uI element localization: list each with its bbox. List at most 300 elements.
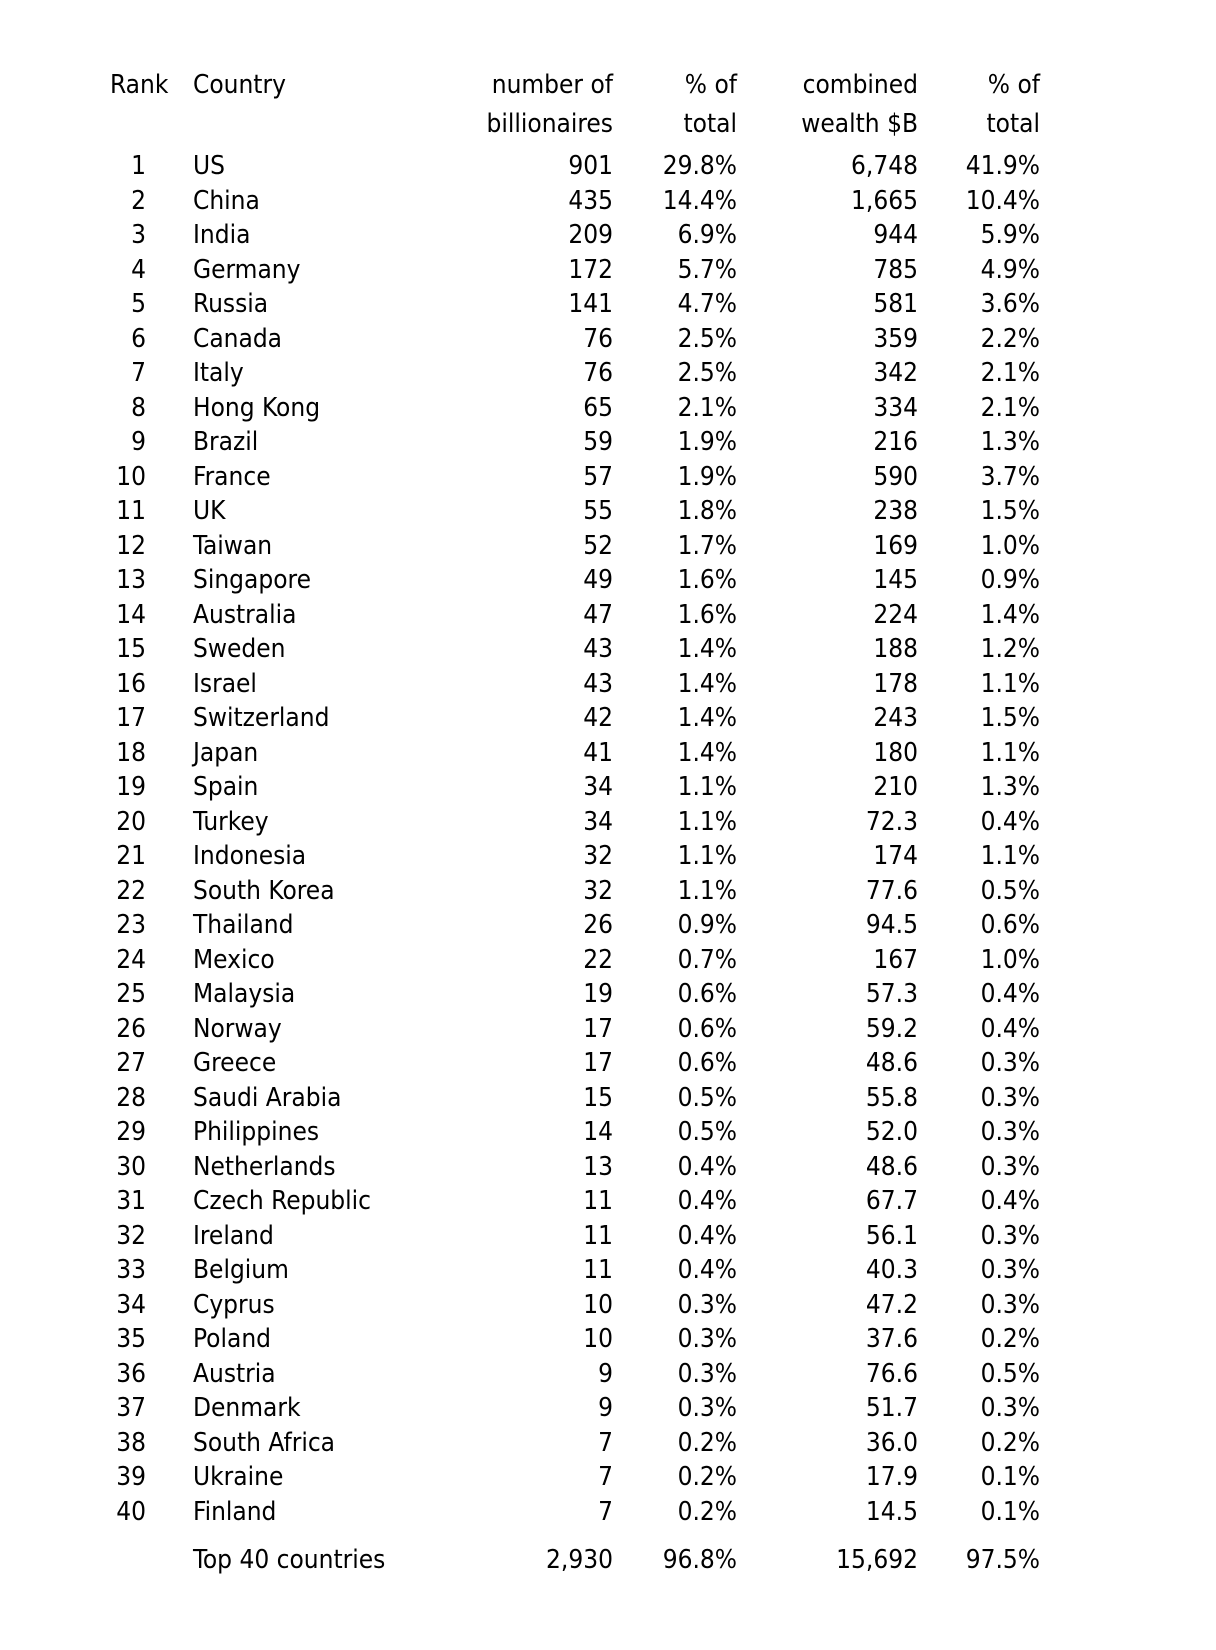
cell-billionaires: 41 — [583, 737, 613, 768]
cell-country: Spain — [193, 772, 259, 803]
cell-wealth-pct: 0.5% — [980, 1358, 1040, 1389]
cell-country: UK — [193, 496, 226, 527]
cell-country: Greece — [193, 1048, 277, 1079]
cell-billionaires-pct: 0.2% — [677, 1496, 737, 1527]
cell-billionaires-pct: 0.3% — [677, 1324, 737, 1355]
cell-country: Netherlands — [193, 1151, 336, 1182]
cell-billionaires: 13 — [583, 1151, 613, 1182]
cell-wealth: 944 — [873, 220, 918, 251]
cell-wealth-pct: 1.0% — [980, 530, 1040, 561]
cell-wealth-pct: 0.2% — [980, 1427, 1040, 1458]
cell-rank: 25 — [116, 979, 146, 1010]
cell-country: Sweden — [193, 634, 286, 665]
cell-wealth-pct: 4.9% — [980, 254, 1040, 285]
cell-country: Canada — [193, 323, 283, 354]
cell-wealth-pct: 0.3% — [980, 1151, 1040, 1182]
cell-wealth: 188 — [873, 634, 918, 665]
cell-billionaires: 49 — [583, 565, 613, 596]
cell-billionaires: 10 — [583, 1289, 613, 1320]
cell-wealth: 210 — [873, 772, 918, 803]
table-row — [79, 1460, 1040, 1495]
cell-wealth-pct: 0.3% — [980, 1220, 1040, 1251]
cell-wealth: 36.0 — [865, 1427, 918, 1458]
total-cell-rank — [79, 1543, 146, 1578]
cell-billionaires: 65 — [583, 392, 613, 423]
cell-wealth-pct: 0.4% — [980, 1013, 1040, 1044]
cell-wealth-pct: 1.3% — [980, 427, 1040, 458]
table-row — [79, 1012, 1040, 1047]
cell-wealth: 238 — [873, 496, 918, 527]
header-wealth-1: combined — [802, 69, 918, 100]
cell-billionaires-pct: 6.9% — [677, 220, 737, 251]
header-billionaires-1: number of — [491, 69, 613, 100]
cell-billionaires-pct: 1.6% — [677, 565, 737, 596]
cell-billionaires-pct: 1.7% — [677, 530, 737, 561]
table-row — [79, 494, 1040, 529]
cell-country: France — [193, 461, 271, 492]
cell-billionaires-pct: 29.8% — [662, 151, 737, 182]
cell-wealth-pct: 0.3% — [980, 1255, 1040, 1286]
cell-billionaires-pct: 1.1% — [677, 875, 737, 906]
cell-country: India — [193, 220, 251, 251]
cell-billionaires-pct: 0.4% — [677, 1255, 737, 1286]
table-footer — [79, 1529, 1040, 1578]
cell-billionaires-pct: 1.1% — [677, 772, 737, 803]
cell-rank: 8 — [131, 392, 146, 423]
cell-billionaires-pct: 0.4% — [677, 1151, 737, 1182]
cell-wealth-pct: 0.1% — [980, 1462, 1040, 1493]
cell-wealth: 17.9 — [865, 1462, 918, 1493]
cell-rank: 29 — [116, 1117, 146, 1148]
cell-rank: 6 — [131, 323, 146, 354]
table-row — [79, 1426, 1040, 1461]
table-row — [79, 322, 1040, 357]
table-row — [79, 908, 1040, 943]
cell-billionaires: 52 — [583, 530, 613, 561]
body-total-spacer — [79, 1529, 1040, 1543]
cell-rank: 23 — [116, 910, 146, 941]
cell-billionaires-pct: 0.6% — [677, 1013, 737, 1044]
header-rank-2 — [79, 104, 146, 143]
cell-country: Austria — [193, 1358, 276, 1389]
table-row — [79, 1391, 1040, 1426]
table-row — [79, 1150, 1040, 1185]
cell-billionaires-pct: 5.7% — [677, 254, 737, 285]
cell-billionaires: 9 — [598, 1358, 613, 1389]
cell-wealth: 224 — [873, 599, 918, 630]
table-row — [79, 598, 1040, 633]
cell-wealth-pct: 0.3% — [980, 1393, 1040, 1424]
cell-country: Switzerland — [193, 703, 330, 734]
cell-country: Australia — [193, 599, 297, 630]
cell-rank: 40 — [116, 1496, 146, 1527]
cell-wealth-pct: 0.3% — [980, 1289, 1040, 1320]
cell-billionaires: 43 — [583, 634, 613, 665]
cell-country: Brazil — [193, 427, 259, 458]
cell-wealth-pct: 1.5% — [980, 703, 1040, 734]
cell-country: Germany — [193, 254, 301, 285]
cell-wealth: 51.7 — [865, 1393, 918, 1424]
cell-wealth: 334 — [873, 392, 918, 423]
cell-wealth-pct: 2.1% — [980, 358, 1040, 389]
table-row — [79, 839, 1040, 874]
cell-rank: 20 — [116, 806, 146, 837]
cell-country: Ukraine — [193, 1462, 284, 1493]
cell-rank: 35 — [116, 1324, 146, 1355]
cell-billionaires: 901 — [568, 151, 613, 182]
cell-wealth-pct: 1.4% — [980, 599, 1040, 630]
cell-billionaires-pct: 0.2% — [677, 1462, 737, 1493]
table-row — [79, 943, 1040, 978]
cell-wealth-pct: 1.1% — [980, 668, 1040, 699]
cell-wealth: 77.6 — [865, 875, 918, 906]
table-row — [79, 632, 1040, 667]
total-cell-billionaires: 2,930 — [546, 1545, 613, 1576]
cell-wealth-pct: 3.7% — [980, 461, 1040, 492]
cell-billionaires: 9 — [598, 1393, 613, 1424]
cell-rank: 2 — [131, 185, 146, 216]
cell-billionaires: 34 — [583, 772, 613, 803]
cell-wealth-pct: 1.5% — [980, 496, 1040, 527]
cell-billionaires: 141 — [568, 289, 613, 320]
header-country-2 — [146, 104, 440, 143]
cell-rank: 26 — [116, 1013, 146, 1044]
table-row — [79, 1322, 1040, 1357]
header-pct-total-1b: total — [683, 108, 737, 139]
cell-country: Malaysia — [193, 979, 296, 1010]
cell-wealth-pct: 0.6% — [980, 910, 1040, 941]
cell-wealth: 785 — [873, 254, 918, 285]
cell-country: Belgium — [193, 1255, 289, 1286]
cell-billionaires-pct: 14.4% — [662, 185, 737, 216]
table-row — [79, 1495, 1040, 1530]
cell-wealth: 40.3 — [865, 1255, 918, 1286]
cell-billionaires: 435 — [568, 185, 613, 216]
cell-billionaires-pct: 2.1% — [677, 392, 737, 423]
cell-country: South Africa — [193, 1427, 336, 1458]
cell-wealth: 359 — [873, 323, 918, 354]
cell-rank: 13 — [116, 565, 146, 596]
cell-wealth-pct: 1.0% — [980, 944, 1040, 975]
cell-billionaires: 7 — [598, 1496, 613, 1527]
cell-wealth-pct: 0.1% — [980, 1496, 1040, 1527]
cell-country: South Korea — [193, 875, 335, 906]
cell-billionaires-pct: 1.4% — [677, 737, 737, 768]
cell-billionaires-pct: 0.7% — [677, 944, 737, 975]
table-row — [79, 1046, 1040, 1081]
cell-rank: 37 — [116, 1393, 146, 1424]
cell-billionaires: 59 — [583, 427, 613, 458]
table-row — [79, 356, 1040, 391]
cell-wealth: 145 — [873, 565, 918, 596]
cell-billionaires-pct: 1.4% — [677, 703, 737, 734]
cell-rank: 5 — [131, 289, 146, 320]
cell-billionaires-pct: 4.7% — [677, 289, 737, 320]
cell-country: Russia — [193, 289, 269, 320]
cell-rank: 30 — [116, 1151, 146, 1182]
table-row — [79, 1184, 1040, 1219]
cell-billionaires: 43 — [583, 668, 613, 699]
cell-wealth: 1,665 — [851, 185, 918, 216]
cell-wealth-pct: 1.1% — [980, 841, 1040, 872]
cell-billionaires: 26 — [583, 910, 613, 941]
cell-rank: 36 — [116, 1358, 146, 1389]
cell-billionaires-pct: 0.4% — [677, 1220, 737, 1251]
total-cell-billionaires-pct: 96.8% — [662, 1545, 737, 1576]
cell-wealth-pct: 0.4% — [980, 806, 1040, 837]
cell-billionaires-pct: 0.3% — [677, 1393, 737, 1424]
cell-billionaires: 11 — [583, 1186, 613, 1217]
cell-billionaires-pct: 1.1% — [677, 806, 737, 837]
header-wealth-2: wealth $B — [801, 108, 918, 139]
total-cell-wealth-pct: 97.5% — [965, 1545, 1040, 1576]
cell-rank: 18 — [116, 737, 146, 768]
cell-wealth-pct: 41.9% — [965, 151, 1040, 182]
cell-rank: 21 — [116, 841, 146, 872]
cell-country: Japan — [193, 737, 259, 768]
header-pct-total-2b: total — [986, 108, 1040, 139]
cell-wealth: 59.2 — [865, 1013, 918, 1044]
cell-rank: 16 — [116, 668, 146, 699]
cell-rank: 17 — [116, 703, 146, 734]
cell-wealth-pct: 0.4% — [980, 979, 1040, 1010]
cell-billionaires-pct: 0.5% — [677, 1082, 737, 1113]
table-row — [79, 701, 1040, 736]
cell-billionaires: 57 — [583, 461, 613, 492]
cell-rank: 28 — [116, 1082, 146, 1113]
cell-wealth-pct: 0.9% — [980, 565, 1040, 596]
cell-rank: 12 — [116, 530, 146, 561]
cell-billionaires-pct: 0.2% — [677, 1427, 737, 1458]
cell-country: Indonesia — [193, 841, 307, 872]
header-pct-total-1a: % of — [684, 69, 737, 100]
cell-wealth: 180 — [873, 737, 918, 768]
cell-wealth-pct: 0.2% — [980, 1324, 1040, 1355]
cell-wealth-pct: 0.3% — [980, 1048, 1040, 1079]
cell-country: Ireland — [193, 1220, 274, 1251]
cell-billionaires: 15 — [583, 1082, 613, 1113]
cell-rank: 33 — [116, 1255, 146, 1286]
cell-wealth-pct: 0.5% — [980, 875, 1040, 906]
cell-wealth: 52.0 — [865, 1117, 918, 1148]
cell-country: Israel — [193, 668, 257, 699]
cell-wealth: 6,748 — [851, 151, 918, 182]
table-row — [79, 149, 1040, 184]
cell-billionaires-pct: 0.5% — [677, 1117, 737, 1148]
cell-wealth-pct: 0.3% — [980, 1082, 1040, 1113]
cell-billionaires: 19 — [583, 979, 613, 1010]
cell-wealth-pct: 1.2% — [980, 634, 1040, 665]
cell-rank: 1 — [131, 151, 146, 182]
table-row — [79, 1115, 1040, 1150]
cell-country: Finland — [193, 1496, 277, 1527]
cell-rank: 9 — [131, 427, 146, 458]
table-row — [79, 805, 1040, 840]
billionaires-by-country-table — [79, 65, 1040, 1578]
cell-country: Czech Republic — [193, 1186, 372, 1217]
header-line-1 — [79, 65, 1040, 104]
cell-wealth: 47.2 — [865, 1289, 918, 1320]
header-line-2 — [79, 104, 1040, 143]
table-row — [79, 1219, 1040, 1254]
cell-wealth: 590 — [873, 461, 918, 492]
cell-country: Norway — [193, 1013, 282, 1044]
cell-country: US — [193, 151, 225, 182]
table-row — [79, 391, 1040, 426]
cell-rank: 27 — [116, 1048, 146, 1079]
cell-wealth: 581 — [873, 289, 918, 320]
cell-wealth: 57.3 — [865, 979, 918, 1010]
total-cell-wealth: 15,692 — [836, 1545, 918, 1576]
cell-billionaires: 32 — [583, 841, 613, 872]
table-row — [79, 1253, 1040, 1288]
cell-billionaires: 17 — [583, 1013, 613, 1044]
cell-billionaires-pct: 1.4% — [677, 634, 737, 665]
cell-country: Mexico — [193, 944, 275, 975]
header-pct-total-2a: % of — [987, 69, 1040, 100]
cell-country: Denmark — [193, 1393, 301, 1424]
cell-rank: 32 — [116, 1220, 146, 1251]
cell-wealth: 72.3 — [865, 806, 918, 837]
cell-wealth-pct: 2.2% — [980, 323, 1040, 354]
cell-wealth: 67.7 — [865, 1186, 918, 1217]
cell-rank: 10 — [116, 461, 146, 492]
cell-billionaires: 209 — [568, 220, 613, 251]
table-row — [79, 460, 1040, 495]
cell-billionaires: 32 — [583, 875, 613, 906]
cell-billionaires: 17 — [583, 1048, 613, 1079]
table-row — [79, 287, 1040, 322]
cell-wealth: 174 — [873, 841, 918, 872]
cell-wealth: 55.8 — [865, 1082, 918, 1113]
cell-country: China — [193, 185, 260, 216]
total-row — [79, 1543, 1040, 1578]
cell-rank: 22 — [116, 875, 146, 906]
cell-billionaires-pct: 0.6% — [677, 1048, 737, 1079]
cell-billionaires: 11 — [583, 1255, 613, 1286]
cell-wealth: 56.1 — [865, 1220, 918, 1251]
cell-country: Taiwan — [193, 530, 273, 561]
cell-billionaires: 22 — [583, 944, 613, 975]
cell-rank: 39 — [116, 1462, 146, 1493]
cell-country: Turkey — [193, 806, 269, 837]
header-country: Country — [193, 69, 286, 100]
cell-rank: 31 — [116, 1186, 146, 1217]
cell-billionaires-pct: 2.5% — [677, 323, 737, 354]
cell-country: Philippines — [193, 1117, 320, 1148]
cell-rank: 7 — [131, 358, 146, 389]
table-row — [79, 184, 1040, 219]
cell-billionaires-pct: 1.6% — [677, 599, 737, 630]
cell-wealth: 216 — [873, 427, 918, 458]
table-row — [79, 563, 1040, 598]
cell-billionaires: 76 — [583, 358, 613, 389]
table-row — [79, 425, 1040, 460]
table-row — [79, 1081, 1040, 1116]
table-row — [79, 253, 1040, 288]
cell-billionaires-pct: 1.1% — [677, 841, 737, 872]
cell-billionaires: 76 — [583, 323, 613, 354]
table-body — [79, 143, 1040, 1529]
cell-billionaires-pct: 2.5% — [677, 358, 737, 389]
table-row — [79, 529, 1040, 564]
cell-wealth-pct: 0.3% — [980, 1117, 1040, 1148]
table-row — [79, 977, 1040, 1012]
cell-country: Thailand — [193, 910, 294, 941]
cell-wealth: 37.6 — [865, 1324, 918, 1355]
cell-billionaires: 172 — [568, 254, 613, 285]
cell-wealth-pct: 0.4% — [980, 1186, 1040, 1217]
cell-wealth: 94.5 — [865, 910, 918, 941]
table-row — [79, 736, 1040, 771]
cell-billionaires-pct: 1.9% — [677, 427, 737, 458]
cell-wealth: 167 — [873, 944, 918, 975]
cell-wealth: 76.6 — [865, 1358, 918, 1389]
cell-billionaires: 42 — [583, 703, 613, 734]
cell-billionaires: 14 — [583, 1117, 613, 1148]
total-cell-label: Top 40 countries — [193, 1545, 386, 1576]
header-billionaires-2: billionaires — [486, 108, 613, 139]
cell-billionaires: 34 — [583, 806, 613, 837]
cell-country: Saudi Arabia — [193, 1082, 342, 1113]
cell-country: Poland — [193, 1324, 271, 1355]
cell-billionaires: 7 — [598, 1427, 613, 1458]
cell-country: Cyprus — [193, 1289, 275, 1320]
cell-wealth-pct: 3.6% — [980, 289, 1040, 320]
cell-wealth: 14.5 — [865, 1496, 918, 1527]
table-row — [79, 1357, 1040, 1392]
cell-billionaires-pct: 1.9% — [677, 461, 737, 492]
cell-wealth: 48.6 — [865, 1048, 918, 1079]
cell-wealth: 342 — [873, 358, 918, 389]
cell-billionaires-pct: 0.9% — [677, 910, 737, 941]
cell-rank: 19 — [116, 772, 146, 803]
cell-rank: 11 — [116, 496, 146, 527]
table-row — [79, 874, 1040, 909]
table-row — [79, 1288, 1040, 1323]
cell-wealth-pct: 5.9% — [980, 220, 1040, 251]
cell-billionaires: 10 — [583, 1324, 613, 1355]
cell-billionaires: 7 — [598, 1462, 613, 1493]
cell-wealth: 48.6 — [865, 1151, 918, 1182]
cell-wealth-pct: 1.1% — [980, 737, 1040, 768]
cell-rank: 4 — [131, 254, 146, 285]
cell-wealth: 169 — [873, 530, 918, 561]
cell-billionaires-pct: 1.4% — [677, 668, 737, 699]
cell-billionaires-pct: 0.3% — [677, 1358, 737, 1389]
cell-rank: 15 — [116, 634, 146, 665]
cell-rank: 14 — [116, 599, 146, 630]
cell-rank: 3 — [131, 220, 146, 251]
cell-billionaires-pct: 0.3% — [677, 1289, 737, 1320]
cell-country: Singapore — [193, 565, 311, 596]
cell-country: Hong Kong — [193, 392, 321, 423]
table-header — [79, 65, 1040, 143]
cell-billionaires: 55 — [583, 496, 613, 527]
table-row — [79, 770, 1040, 805]
cell-rank: 34 — [116, 1289, 146, 1320]
table-row — [79, 218, 1040, 253]
cell-billionaires-pct: 1.8% — [677, 496, 737, 527]
cell-wealth-pct: 1.3% — [980, 772, 1040, 803]
cell-wealth: 178 — [873, 668, 918, 699]
table-row — [79, 667, 1040, 702]
cell-billionaires: 11 — [583, 1220, 613, 1251]
cell-wealth-pct: 2.1% — [980, 392, 1040, 423]
cell-billionaires: 47 — [583, 599, 613, 630]
cell-country: Italy — [193, 358, 244, 389]
cell-rank: 24 — [116, 944, 146, 975]
